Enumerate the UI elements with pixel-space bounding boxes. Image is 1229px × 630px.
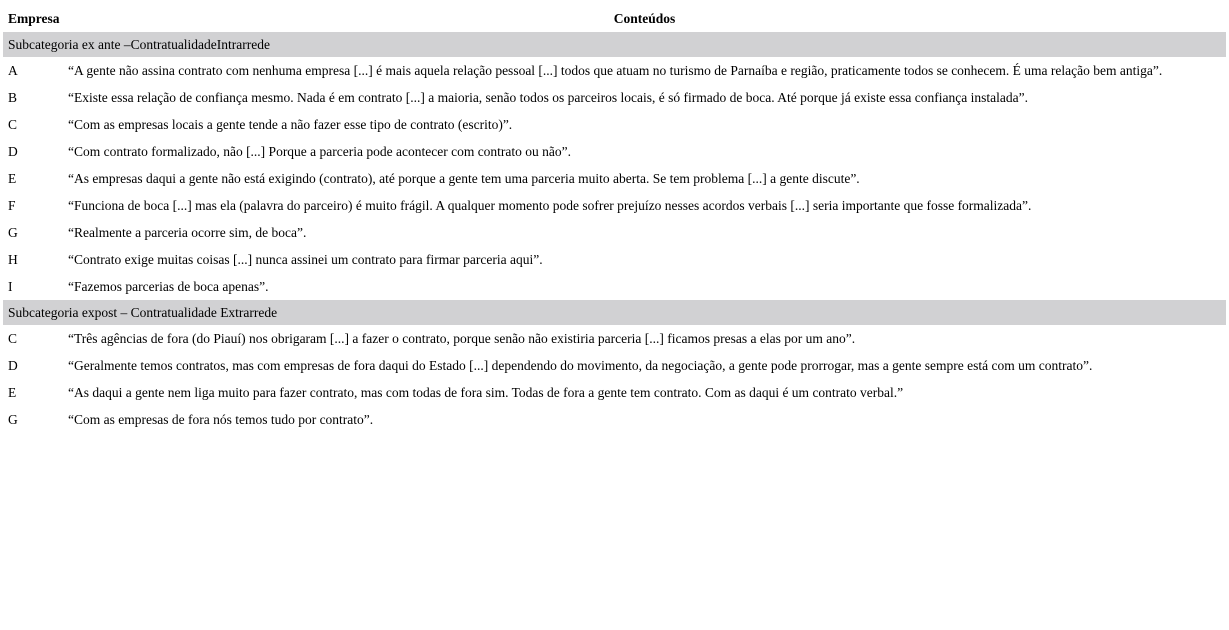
empresa-cell: E	[8, 170, 17, 186]
quote-cell: “Funciona de boca [...] mas ela (palavra do parceiro) é muito frágil. A qualquer momento pode sofrer prejuízo nesses acordos verbais [...] seria importante que fosse formalizada”.	[68, 197, 1032, 213]
header-empresa: Empresa	[8, 10, 60, 26]
table-row	[3, 379, 1226, 406]
empresa-cell: E	[8, 384, 17, 400]
quote-cell: “Geralmente temos contratos, mas com empresas de fora daqui do Estado [...] dependendo do movimento, da negociação, a gente pode prorrogar, mas a gente sempre está com um contrato”.	[68, 357, 1093, 373]
quote-cell: “Fazemos parcerias de boca apenas”.	[68, 278, 269, 294]
quote-cell: “Com as empresas de fora nós temos tudo por contrato”.	[68, 411, 374, 427]
table-row	[3, 352, 1226, 379]
subcategory-title: Subcategoria expost – Contratualidade Extrarrede	[3, 300, 1226, 325]
quote-cell: “Existe essa relação de confiança mesmo. Nada é em contrato [...] a maioria, senão todos os parceiros locais, é só firmado de boca. Até porque já existe essa confiança instalada”.	[68, 89, 1028, 105]
table-row	[3, 192, 1226, 219]
table-row	[3, 406, 1226, 433]
subcategory-title: Subcategoria ex ante –ContratualidadeIntrarrede	[3, 32, 1226, 57]
table-row	[3, 165, 1226, 192]
subcategory-row	[3, 32, 1226, 57]
quote-cell: “Contrato exige muitas coisas [...] nunca assinei um contrato para firmar parceria aqui”.	[68, 251, 543, 267]
header-conteudos: Conteúdos	[613, 10, 676, 26]
table-row	[3, 138, 1226, 165]
table-row	[3, 111, 1226, 138]
empresa-cell: I	[8, 278, 13, 294]
empresa-cell: H	[8, 251, 18, 267]
header-row	[3, 5, 1226, 32]
empresa-cell: G	[8, 224, 18, 240]
quote-cell: “Três agências de fora (do Piauí) nos obrigaram [...] a fazer o contrato, porque senão não existiria parceria [...] ficamos presas a elas por um ano”.	[68, 330, 856, 346]
table-row	[3, 246, 1226, 273]
table-row	[3, 219, 1226, 246]
quote-cell: “As empresas daqui a gente não está exigindo (contrato), até porque a gente tem uma parceria muito aberta. Se tem problema [...] a gente discute”.	[68, 170, 860, 186]
empresa-cell: D	[8, 357, 18, 373]
quote-cell: “Com as empresas locais a gente tende a não fazer esse tipo de contrato (escrito)”.	[68, 116, 513, 132]
empresa-cell: F	[8, 197, 16, 213]
quote-cell: “A gente não assina contrato com nenhuma empresa [...] é mais aquela relação pessoal [...] todos que atuam no turismo de Parnaíba e região, praticamente todos se conhecem. É uma relação bem antiga”.	[68, 62, 1163, 78]
content-table	[3, 5, 1226, 433]
table-row	[3, 273, 1226, 300]
empresa-cell: G	[8, 411, 18, 427]
empresa-cell: A	[8, 62, 18, 78]
table-row	[3, 84, 1226, 111]
quote-cell: “Com contrato formalizado, não [...] Porque a parceria pode acontecer com contrato ou não”.	[68, 143, 572, 159]
empresa-cell: B	[8, 89, 18, 105]
empresa-cell: C	[8, 116, 18, 132]
table-row	[3, 57, 1226, 84]
quote-cell: “As daqui a gente nem liga muito para fazer contrato, mas com todas de fora sim. Todas de fora a gente tem contrato. Com as daqui é um contrato verbal.”	[68, 384, 904, 400]
empresa-cell: C	[8, 330, 18, 346]
table-row	[3, 325, 1226, 352]
subcategory-row	[3, 300, 1226, 325]
empresa-cell: D	[8, 143, 18, 159]
quote-cell: “Realmente a parceria ocorre sim, de boca”.	[68, 224, 307, 240]
